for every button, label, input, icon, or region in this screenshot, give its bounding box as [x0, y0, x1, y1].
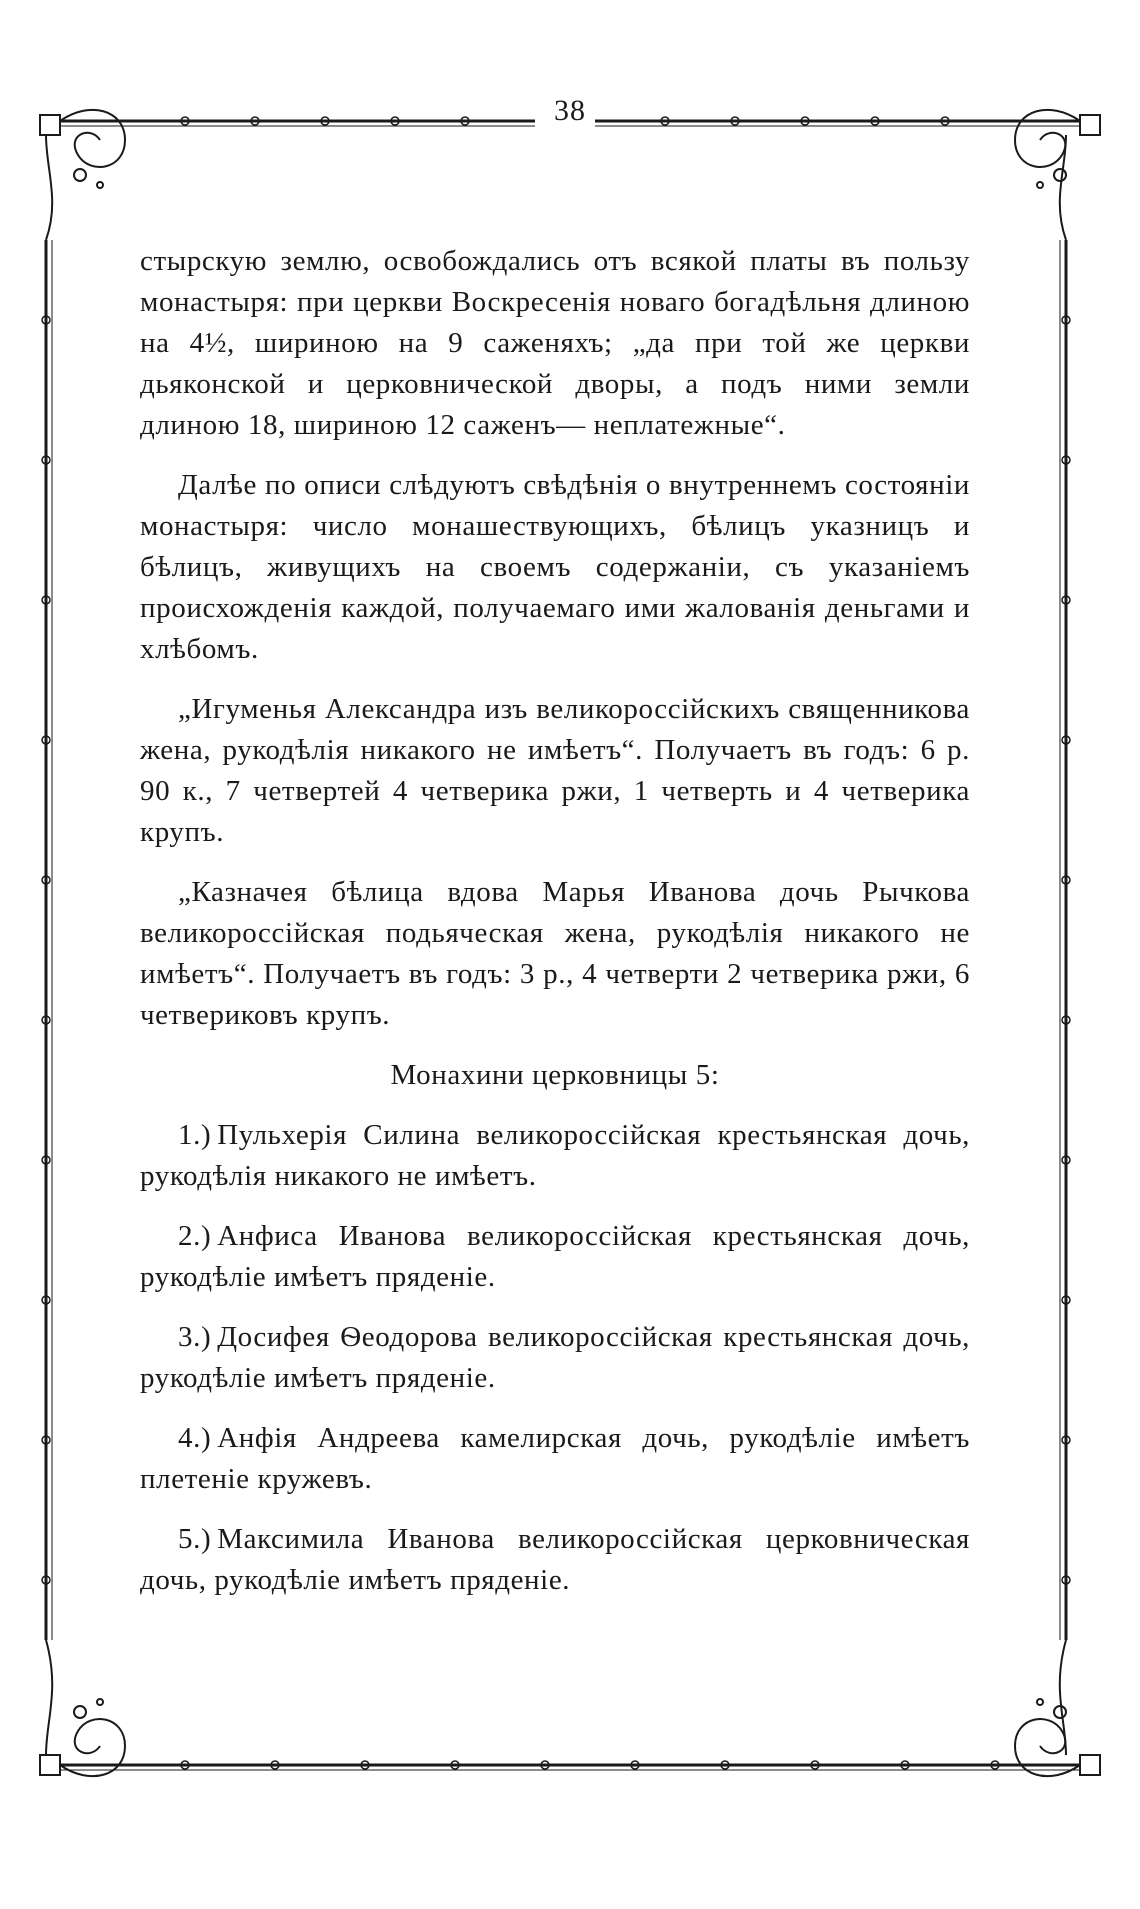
paragraph-treasurer: „Казначея бѣлица вдова Марья Иванова дочь Рычкова великороссійская подьяческая жена, рукодѣлія никакого не имѣетъ“. Получаетъ въ годъ: 3 р., 4 четверти 2 четверика ржи, 6 четвериковъ крупъ. [140, 876, 970, 1031]
list-item-text: Досифея Ѳеодорова великороссійская крестьянская дочь, рукодѣліе имѣетъ пряденіе. [140, 1321, 970, 1394]
list-item [140, 1317, 970, 1399]
list-item [140, 1418, 970, 1500]
list-item-number: 1.) [178, 1119, 212, 1151]
list-item-text: Максимила Иванова великороссійская церковническая дочь, рукодѣліе имѣетъ пряденіе. [140, 1523, 970, 1596]
list-item [140, 1519, 970, 1601]
list-item-number: 3.) [178, 1321, 212, 1353]
corner-ornament-bottom-right [1015, 1640, 1100, 1776]
page-number: 38 [554, 94, 586, 127]
list-item-text: Анфія Андреева камелирская дочь, рукодѣліе имѣетъ плетеніе кружевъ. [140, 1422, 970, 1495]
corner-ornament-top-right [1015, 110, 1100, 240]
corner-ornament-top-left [40, 110, 125, 240]
list-item-number: 2.) [178, 1220, 212, 1252]
paragraph-continuation: стырскую землю, освобождались отъ всякой платы въ пользу монастыря: при церкви Воскресенія новаго богадѣльня длиною на 4½, шириною на 9 саженяхъ; „да при той же церкви дьяконской и церковнической дворы, а подъ ними земли длиною 18, шириною 12 саженъ— неплатежные“. [140, 245, 970, 441]
section-heading: Монахини церковницы 5: [390, 1059, 720, 1091]
list-item-number: 4.) [178, 1422, 212, 1454]
list-item-text: Пульхерія Силина великороссійская крестьянская дочь, рукодѣлія никакого не имѣетъ. [140, 1119, 970, 1192]
list-item [140, 1216, 970, 1298]
corner-ornament-bottom-left [40, 1640, 125, 1776]
list-item-text: Анфиса Иванова великороссійская крестьянская дочь, рукодѣліе имѣетъ пряденіе. [140, 1220, 970, 1293]
list-item-number: 5.) [178, 1523, 212, 1555]
paragraph-abbess: „Игуменья Александра изъ великороссійскихъ священникова жена, рукодѣлія никакого не имѣетъ“. Получаетъ въ годъ: 6 р. 90 к., 7 четвертей 4 четверика ржи, 1 четверть и 4 четверика крупъ. [140, 693, 970, 848]
paragraph-inner-state: Далѣе по описи слѣдуютъ свѣдѣнія о внутреннемъ состояніи монастыря: число монашествующихъ, бѣлицъ указницъ и бѣлицъ, живущихъ на своемъ содержаніи, съ указаніемъ происхожденія каждой, получаемаго ими жалованія деньгами и хлѣбомъ. [140, 469, 970, 665]
list-item [140, 1115, 970, 1197]
page-body [140, 241, 970, 1620]
